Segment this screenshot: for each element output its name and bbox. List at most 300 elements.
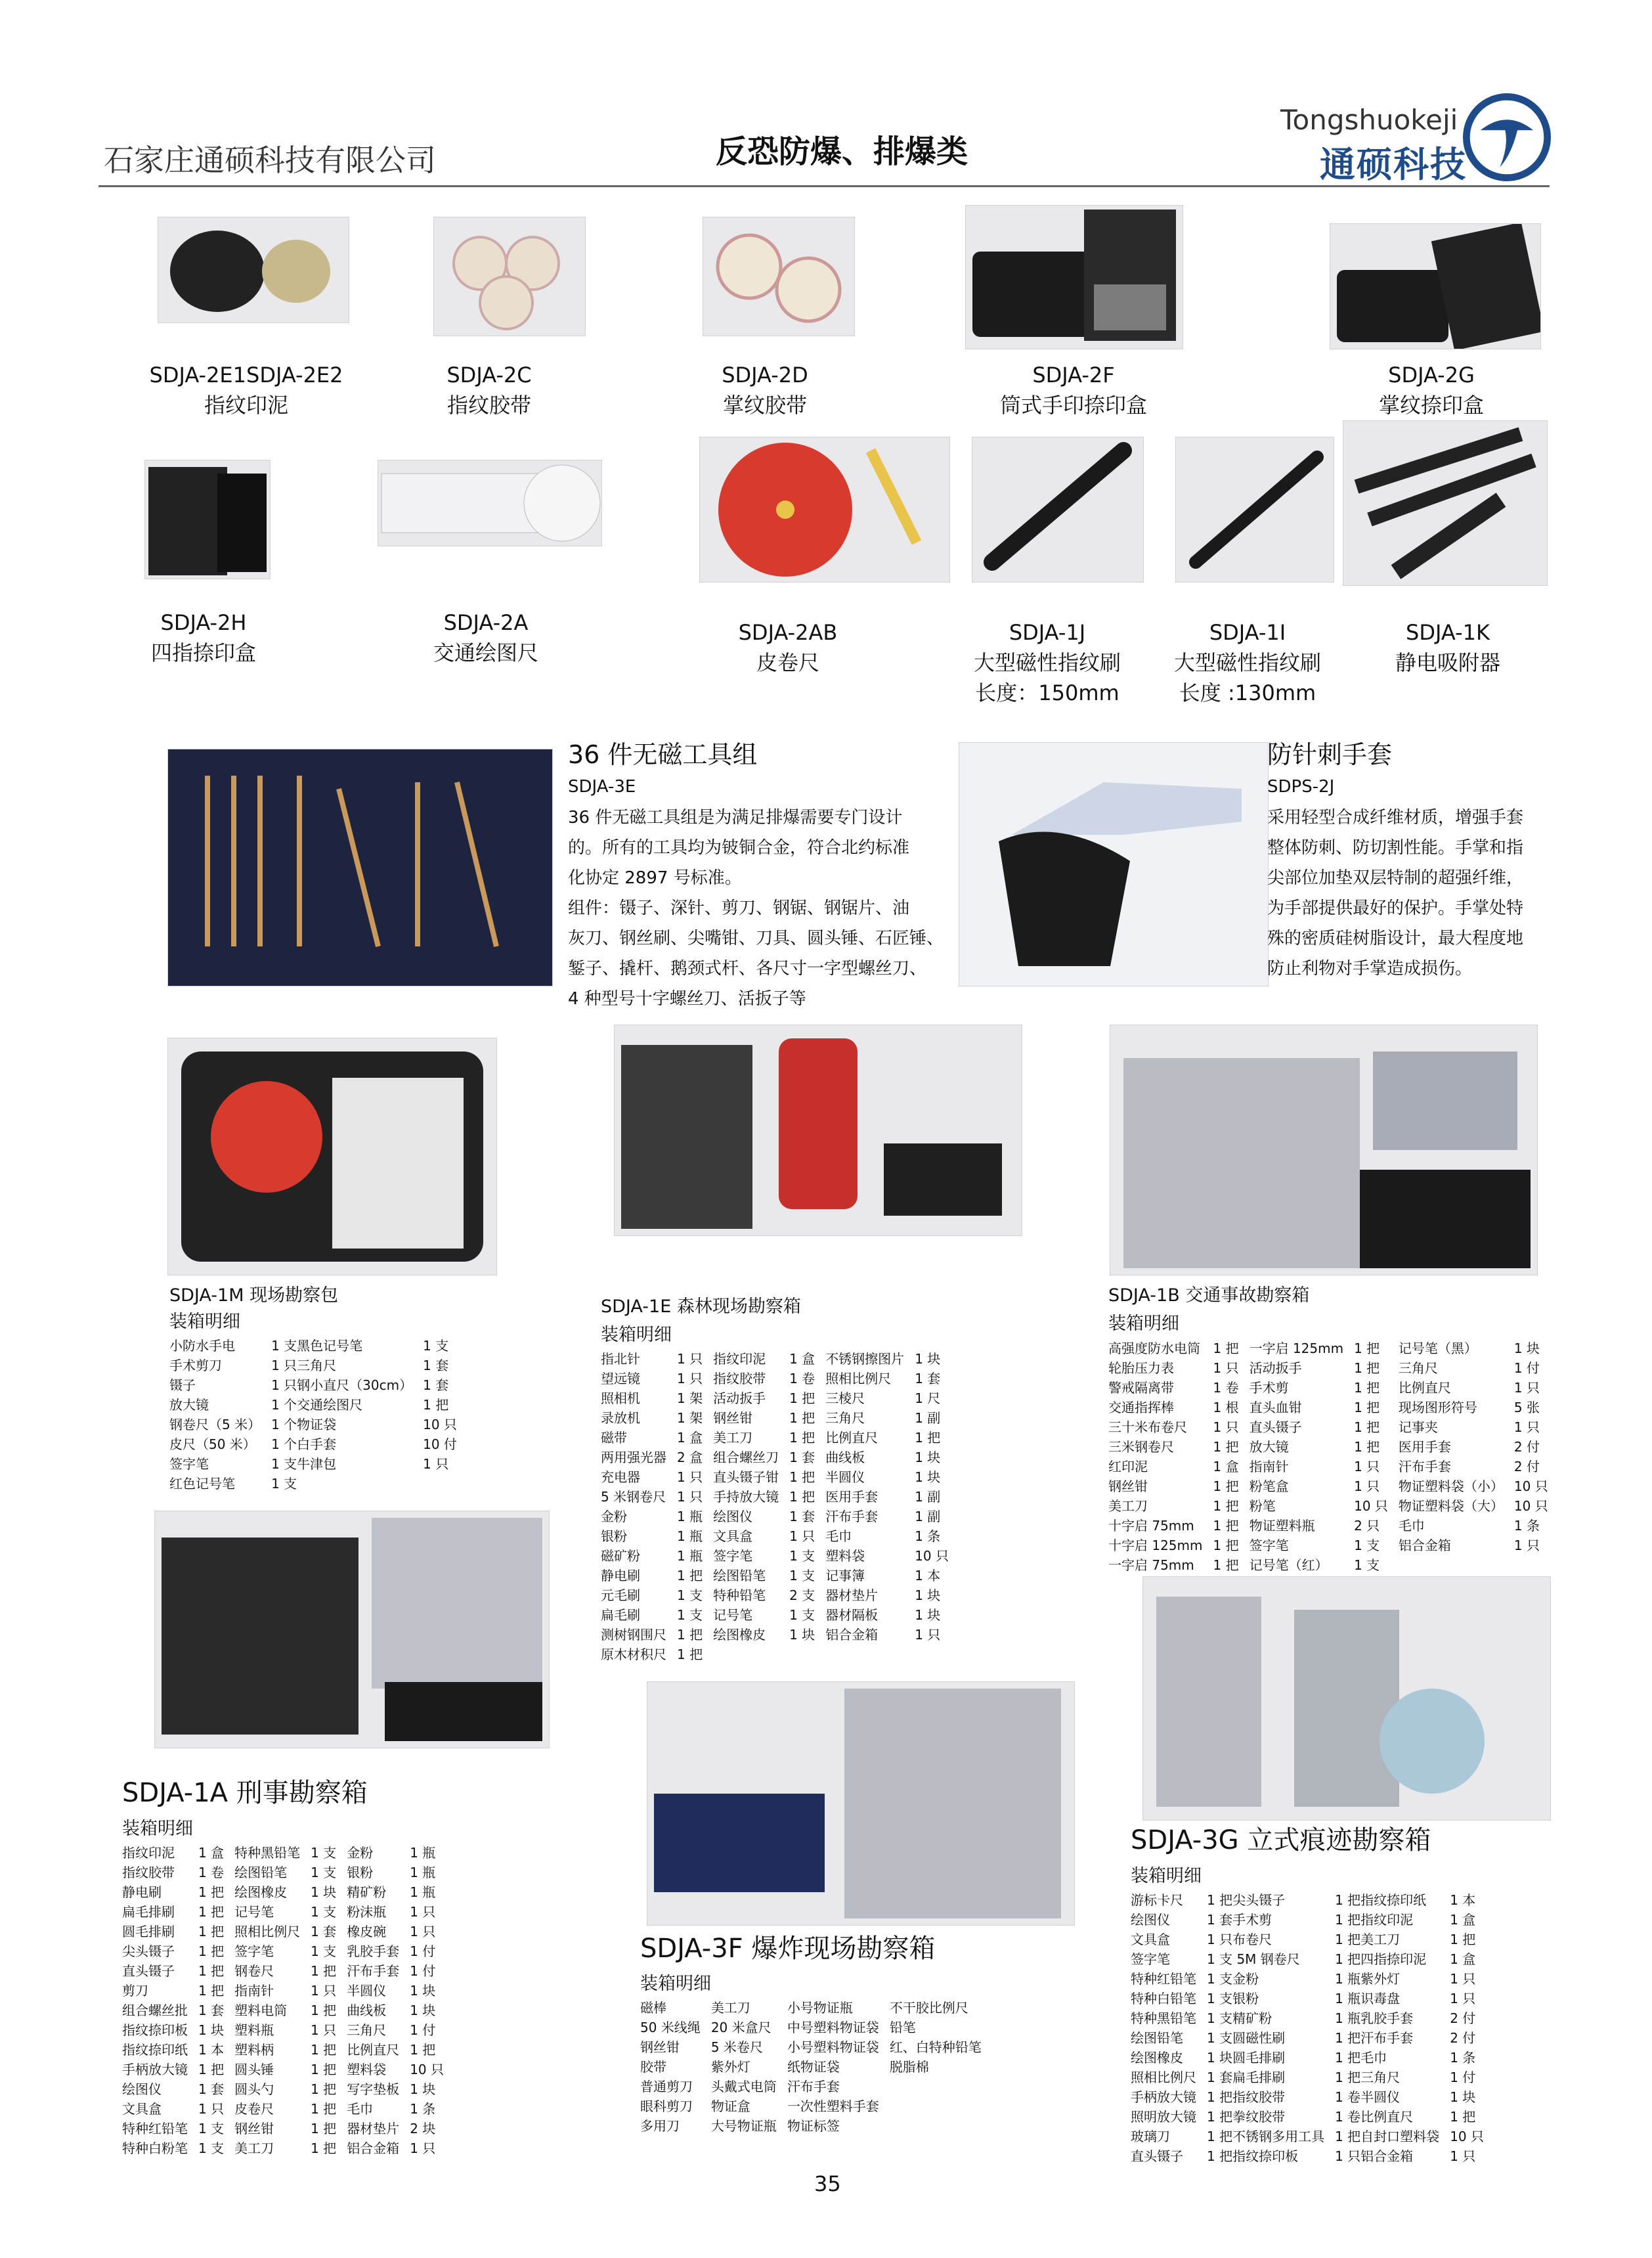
tool-set-title: 36 件无磁工具组 (568, 740, 758, 769)
table-cell: 1 把 (789, 1409, 815, 1426)
table-cell: 1 只 (311, 2022, 337, 2038)
table-cell: 1 支 (1354, 1537, 1380, 1553)
table-cell: 1 套 (915, 1370, 941, 1386)
table-cell: 1 把指纹捺印板 (1207, 2148, 1299, 2164)
table-cell: 玻璃刀 (1131, 2128, 1170, 2144)
table-cell: 2 付 (1513, 1438, 1540, 1455)
table-cell: 1 把 (198, 2061, 225, 2077)
table-cell: 指纹印泥 (713, 1350, 766, 1367)
table-cell: 1 瓶 (677, 1508, 703, 1524)
table-row (601, 1486, 959, 1505)
table-cell: 原木材积尺 (601, 1646, 666, 1662)
table-cell: 绘图铅笔 (713, 1567, 766, 1583)
table-row (169, 1472, 467, 1492)
table-cell: 1 只 (1213, 1419, 1239, 1435)
table-cell: 钢丝钳 (1108, 1478, 1148, 1494)
table-cell: 1 把 (410, 2041, 436, 2058)
table-row (1131, 2027, 1494, 2047)
table-cell: 写字垫板 (347, 2081, 400, 2097)
table-row (122, 2078, 454, 2098)
table-row (1131, 2086, 1494, 2106)
table-cell: 1 支 (311, 1903, 337, 1920)
table-cell (1399, 1554, 1514, 1574)
table-cell: 器材垫片 (825, 1587, 879, 1603)
kit-1b-title: SDJA-1B 交通事故勘察箱 (1108, 1285, 1310, 1306)
table-cell: 绘图仪 (1131, 1911, 1170, 1928)
table-cell: 1 根 (1213, 1399, 1239, 1415)
table-cell: 物证标签 (787, 2117, 840, 2134)
table-row (1108, 1475, 1559, 1495)
table-cell: 1 把 (311, 2120, 337, 2136)
table-cell: 1 卷 (1213, 1379, 1239, 1396)
product-length: 长度：150mm (975, 680, 1119, 705)
table-cell: 半圆仪 (825, 1469, 865, 1485)
table-cell: 1 只 (1450, 2148, 1476, 2164)
table-cell: 照相比例尺 (825, 1370, 892, 1386)
table-row (1131, 2007, 1494, 2027)
kit-1e-subtitle: 装箱明细 (601, 1325, 672, 1345)
table-cell: 1 只钢小直尺（30cm） (271, 1377, 413, 1393)
table-cell: 1 块 (1513, 1340, 1540, 1356)
table-cell: 照相机 (601, 1390, 640, 1406)
table-cell: 1 支 (677, 1587, 703, 1603)
table-cell: 物证塑料瓶 (1249, 1517, 1315, 1534)
table-row (122, 1901, 454, 1920)
product-name: 掌纹捺印盒 (1378, 393, 1484, 418)
table-cell: 1 套扁毛排刷 (1207, 2069, 1286, 2085)
table-cell: 扁毛刷 (601, 1606, 640, 1623)
table-cell: 特种白铅笔 (1131, 1990, 1196, 2006)
table-cell: 1 块 (915, 1469, 941, 1485)
table-row (122, 1842, 454, 1861)
brand-english: Tongshuokeji (1280, 104, 1458, 136)
header-divider (98, 185, 1550, 187)
table-cell: 1 把 (789, 1429, 815, 1446)
tool-set-model: SDJA-3E (568, 777, 636, 797)
table-cell: 2 块 (410, 2120, 436, 2136)
table-cell: 测树钢围尺 (601, 1626, 666, 1643)
table-cell: 1 个白手套 (271, 1436, 337, 1452)
table-cell: 1 支 (311, 1943, 337, 1959)
table-cell: 1 把 (1213, 1438, 1239, 1455)
table-row (1131, 2066, 1494, 2086)
table-cell: 1 付 (410, 1962, 436, 1979)
table-row (601, 1348, 959, 1367)
table-cell: 曲线板 (347, 2002, 387, 2018)
table-cell: 1 只 (410, 1923, 436, 1939)
kit-1m-inventory (169, 1335, 467, 1492)
table-cell: 1 支黑色记号笔 (271, 1337, 363, 1354)
table-cell: 1 支银粉 (1207, 1990, 1259, 2006)
product-model: SDJA-2E1SDJA-2E2 (149, 363, 343, 387)
table-cell: 10 只 (423, 1416, 457, 1432)
kit-3f-inventory (640, 1997, 992, 2135)
table-cell: 1 把不锈钢多用工具 (1207, 2128, 1325, 2144)
table-cell: 1 块 (198, 2022, 225, 2038)
table-cell: 1 块 (410, 1982, 436, 1999)
table-cell: 1 把美工刀 (1335, 1931, 1401, 1947)
product-model: SDJA-1K (1406, 620, 1490, 645)
table-cell: 10 只 (1513, 1497, 1548, 1514)
table-row (1131, 2145, 1494, 2165)
table-row (1108, 1554, 1559, 1574)
table-cell: 1 块 (1450, 2089, 1476, 2105)
table-row (1108, 1416, 1559, 1436)
table-cell: 小号塑料物证袋 (787, 2039, 879, 2055)
table-cell: 10 只 (915, 1547, 949, 1564)
table-cell: 1 把毛巾 (1335, 2049, 1387, 2066)
table-cell: 1 把指纹胶带 (1207, 2089, 1286, 2105)
table-cell: 一字启 75mm (1108, 1557, 1194, 1573)
product-model: SDJA-2A (443, 610, 529, 635)
table-cell: 记事夹 (1398, 1419, 1438, 1435)
table-cell: 1 只 (1354, 1478, 1380, 1494)
table-row (122, 2098, 454, 2117)
table-cell: 2 盒 (677, 1449, 703, 1465)
table-cell: 1 支 (423, 1337, 449, 1354)
table-cell: 1 支 5M 钢卷尺 (1207, 1951, 1300, 1967)
table-cell: 物证塑料袋（小） (1398, 1478, 1504, 1494)
description-line: 化协定 2897 号标准。 (568, 868, 742, 888)
table-cell: 绘图铅笔 (234, 1864, 288, 1880)
table-cell: 1 只三角尺 (271, 1357, 337, 1373)
table-cell: 1 把 (1354, 1419, 1380, 1435)
table-cell: 1 把指纹印泥 (1335, 1911, 1414, 1928)
table-cell: 普通剪刀 (640, 2078, 693, 2094)
product-model: SDJA-1I (1209, 620, 1286, 645)
product-image-tool-set (167, 749, 553, 986)
table-cell: 直头镊子 (1131, 2148, 1183, 2164)
table-cell: 1 把 (1354, 1438, 1380, 1455)
table-cell: 1 只 (1513, 1379, 1540, 1396)
table-cell: 银粉 (347, 1864, 374, 1880)
table-cell: 中号塑料物证袋 (787, 2019, 879, 2035)
table-cell: 1 本 (1450, 1892, 1476, 1908)
table-row (122, 1920, 454, 1940)
table-cell: 1 套 (789, 1449, 815, 1465)
table-cell: 记事簿 (825, 1567, 865, 1583)
kit-1b-subtitle: 装箱明细 (1108, 1314, 1179, 1334)
table-cell: 指纹胶带 (122, 1864, 175, 1880)
gloves-title: 防针刺手套 (1267, 740, 1393, 769)
table-cell: 毛巾 (825, 1528, 852, 1544)
table-cell: 指南针 (1249, 1458, 1289, 1474)
table-row (122, 1999, 454, 2019)
table-cell: 1 块 (915, 1587, 941, 1603)
table-cell: 美工刀 (710, 1999, 750, 2016)
table-row (122, 2117, 454, 2137)
gloves-description (1267, 803, 1523, 984)
product-image-field-bag (167, 1038, 497, 1275)
table-row (601, 1624, 959, 1643)
table-row (122, 2058, 454, 2078)
table-cell: 2 付 (1450, 2029, 1476, 2046)
table-cell: 直头镊子 (122, 1962, 175, 1979)
table-row (601, 1584, 959, 1604)
table-cell: 1 只 (677, 1350, 703, 1367)
table-cell: 1 只 (410, 2140, 436, 2156)
table-row (601, 1545, 959, 1564)
table-cell: 物证塑料袋（大） (1398, 1497, 1504, 1514)
table-cell: 1 套 (423, 1357, 449, 1373)
product-image-palm-tape (703, 217, 855, 336)
table-cell (1514, 1554, 1559, 1574)
table-row (1131, 1948, 1494, 1968)
product-name: 指纹印泥 (204, 393, 288, 418)
table-cell: 磁带 (601, 1429, 627, 1446)
table-cell: 1 只 (677, 1488, 703, 1505)
table-cell: 指纹印泥 (122, 1844, 175, 1861)
table-cell: 1 条 (410, 2100, 436, 2117)
table-cell: 1 套 (789, 1508, 815, 1524)
table-cell: 1 把 (1354, 1360, 1380, 1376)
table-row (122, 2137, 454, 2157)
table-cell: 1 块 (410, 2002, 436, 2018)
table-cell: 粉沫瓶 (347, 1903, 387, 1920)
table-cell: 剪刀 (122, 1982, 148, 1999)
table-cell: 皮尺（50 米） (169, 1436, 256, 1452)
kit-3g-subtitle: 装箱明细 (1131, 1866, 1202, 1886)
table-cell: 镊子 (169, 1377, 196, 1393)
table-cell: 1 把 (1213, 1478, 1239, 1494)
table-cell: 指纹胶带 (713, 1370, 766, 1386)
table-cell: 1 盒 (677, 1429, 703, 1446)
table-cell: 两用强光器 (601, 1449, 666, 1465)
product-caption (355, 608, 617, 668)
table-cell: 特种红铅笔 (1131, 1970, 1196, 1987)
table-cell: 塑料袋 (825, 1547, 865, 1564)
table-cell: 1 把 (789, 1390, 815, 1406)
table-cell: 眼科剪刀 (640, 2098, 693, 2114)
table-cell: 纸物证袋 (787, 2058, 840, 2075)
table-cell: 现场图形符号 (1398, 1399, 1477, 1415)
table-cell: 高强度防水电筒 (1108, 1340, 1200, 1356)
table-cell: 1 把 (677, 1646, 703, 1662)
description-line: 殊的密质硅树脂设计，最大程度地 (1267, 929, 1524, 948)
page-category-title: 反恐防爆、排爆类 (716, 133, 968, 170)
table-cell: 手术剪刀 (169, 1357, 222, 1373)
product-model: SDJA-2C (446, 363, 532, 387)
table-cell: 1 只 (915, 1626, 941, 1643)
table-cell: 1 把 (1450, 1931, 1476, 1947)
product-name: 大型磁性指纹刷 (973, 650, 1121, 675)
description-line: 整体防刺、防切割性能。手掌和指 (1267, 838, 1524, 858)
table-cell: 记号笔（黑） (1398, 1340, 1477, 1356)
kit-3g-title: SDJA-3G 立式痕迹勘察箱 (1131, 1825, 1431, 1855)
table-cell: 1 支 (198, 2120, 225, 2136)
table-cell: 1 副 (915, 1488, 941, 1505)
table-cell (789, 1643, 825, 1663)
table-cell: 铝合金箱 (1398, 1537, 1451, 1553)
table-cell: 特种黑铅笔 (234, 1844, 301, 1861)
product-caption (942, 360, 1205, 420)
table-cell: 签字笔 (713, 1547, 753, 1564)
table-row (601, 1604, 959, 1624)
description-line: 尖部位加垫双层特制的超强纤维， (1267, 868, 1524, 888)
table-cell: 1 卷比例直尺 (1335, 2108, 1414, 2125)
table-row (1131, 1909, 1494, 1928)
kit-1a-title: SDJA-1A 刑事勘察箱 (122, 1778, 368, 1808)
product-image-explosion-kit (647, 1681, 1075, 1926)
table-cell: 1 只 (198, 2100, 225, 2117)
description-line: 的。所有的工具均为铍铜合金，符合北约标准 (568, 838, 910, 858)
table-cell: 皮卷尺 (234, 2100, 274, 2117)
table-cell: 1 把拳纹胶带 (1207, 2108, 1286, 2125)
description-line: 组件：镊子、深针、剪刀、钢锯、钢锯片、油 (568, 898, 910, 918)
table-cell: 1 瓶识毒盘 (1335, 1990, 1401, 2006)
table-cell: 器材垫片 (347, 2120, 400, 2136)
table-row (640, 2095, 992, 2115)
kit-1m-title: SDJA-1M 现场勘察包 (169, 1285, 339, 1306)
table-cell (423, 1472, 467, 1492)
table-cell: 1 块 (915, 1606, 941, 1623)
table-cell: 1 把汗布手套 (1335, 2029, 1414, 2046)
table-cell: 1 套 (198, 2002, 225, 2018)
table-cell: 1 只 (423, 1455, 449, 1472)
product-image-traffic-ruler (378, 460, 602, 546)
product-name: 掌纹胶带 (722, 393, 807, 418)
table-cell: 1 把 (198, 1923, 225, 1939)
table-cell: 钢卷尺 (234, 1962, 274, 1979)
table-cell: 1 支金粉 (1207, 1970, 1259, 1987)
table-row (601, 1466, 959, 1486)
table-cell: 红印泥 (1108, 1458, 1148, 1474)
table-cell (713, 1643, 789, 1663)
table-cell: 毛巾 (1398, 1517, 1425, 1534)
table-cell: 指南针 (234, 1982, 274, 1999)
table-cell: 10 只 (410, 2061, 444, 2077)
product-caption (1316, 617, 1579, 678)
table-cell: 1 支 (677, 1606, 703, 1623)
table-cell: 记号笔（红） (1249, 1557, 1328, 1573)
table-row (640, 2016, 992, 2036)
table-cell: 1 把 (311, 2081, 337, 2097)
product-model: SDJA-2H (160, 610, 247, 635)
table-cell: 1 本 (198, 2041, 225, 2058)
table-cell: 1 只 (1354, 1458, 1380, 1474)
brand-chinese: 通硕科技 (1320, 144, 1467, 185)
product-caption (1300, 360, 1563, 420)
table-cell: 1 瓶 (410, 1884, 436, 1900)
table-row (169, 1354, 467, 1374)
table-cell: 望远镜 (601, 1370, 640, 1386)
table-cell: 1 只 (677, 1370, 703, 1386)
table-row (169, 1413, 467, 1433)
table-row (640, 2036, 992, 2056)
table-cell: 曲线板 (825, 1449, 865, 1465)
table-cell: 50 米线绳 (640, 2019, 701, 2035)
table-cell: 1 条 (915, 1528, 941, 1544)
table-row (1108, 1515, 1559, 1534)
table-cell: 1 只 (789, 1528, 815, 1544)
table-cell: 绘图仪 (122, 2081, 162, 2097)
table-row (601, 1387, 959, 1407)
table-row (169, 1374, 467, 1394)
table-cell: 1 只 (1450, 1990, 1476, 2006)
table-cell: 1 架 (677, 1409, 703, 1426)
table-cell: 1 瓶 (677, 1528, 703, 1544)
table-row (1108, 1534, 1559, 1554)
description-line: 錾子、撬杆、鹅颈式杆、各尺寸一字型螺丝刀、 (568, 959, 927, 979)
table-cell: 特种铅笔 (713, 1587, 766, 1603)
table-cell: 1 块 (915, 1350, 941, 1367)
table-cell: 绘图仪 (713, 1508, 753, 1524)
product-model: SDJA-2D (722, 363, 808, 387)
kit-1m-subtitle: 装箱明细 (169, 1312, 240, 1332)
table-cell: 静电刷 (601, 1567, 640, 1583)
table-cell: 头戴式电筒 (710, 2078, 777, 2094)
table-row (122, 1940, 454, 1960)
description-line: 采用轻型合成纤维材质，增强手套 (1267, 808, 1524, 828)
table-cell: 三角尺 (825, 1409, 865, 1426)
table-cell: 10 付 (423, 1436, 457, 1452)
product-model: SDJA-2G (1388, 363, 1475, 387)
table-row (601, 1427, 959, 1446)
table-cell: 红、白特种铅笔 (889, 2039, 982, 2055)
table-cell: 塑料袋 (347, 2061, 387, 2077)
table-cell: 1 支 (789, 1567, 815, 1583)
brand-logo-icon (1463, 93, 1551, 181)
table-cell: 文具盒 (713, 1528, 753, 1544)
table-cell: 组合螺丝刀 (713, 1449, 779, 1465)
table-cell: 1 付 (410, 1943, 436, 1959)
table-cell: 1 只 (311, 1982, 337, 1999)
table-cell: 橡皮碗 (347, 1923, 387, 1939)
table-cell: 文具盒 (122, 2100, 162, 2117)
table-cell: 医用手套 (825, 1488, 879, 1505)
table-cell: 1 把 (311, 1962, 337, 1979)
product-image-electrostatic-lifter (1343, 420, 1548, 586)
table-row (1108, 1337, 1559, 1357)
table-cell: 录放机 (601, 1409, 640, 1426)
table-cell: 2 支 (789, 1587, 815, 1603)
table-cell: 1 盒 (789, 1350, 815, 1367)
product-name: 大型磁性指纹刷 (1173, 650, 1321, 675)
table-cell: 不锈钢擦图片 (825, 1350, 905, 1367)
table-cell: 1 瓶 (410, 1844, 436, 1861)
table-cell: 照明放大镜 (1131, 2108, 1196, 2125)
table-cell: 1 瓶紫外灯 (1335, 1970, 1401, 1987)
table-cell: 签字笔 (1249, 1537, 1289, 1553)
company-name: 石家庄通硕科技有限公司 (104, 143, 436, 178)
table-cell: 1 个交通绘图尺 (271, 1396, 363, 1413)
table-cell: 1 把 (677, 1567, 703, 1583)
table-cell: 铝合金箱 (825, 1626, 879, 1643)
table-cell: 1 支精矿粉 (1207, 2010, 1272, 2026)
table-row (122, 2039, 454, 2058)
table-row (601, 1643, 959, 1663)
table-cell: 手柄放大镜 (122, 2061, 188, 2077)
product-image-palm-ink-box (1330, 223, 1541, 349)
table-cell: 1 条 (1450, 2049, 1476, 2066)
kit-3g-inventory (1131, 1889, 1494, 2165)
table-cell: 1 把 (1213, 1517, 1239, 1534)
table-cell: 塑料柄 (234, 2041, 274, 2058)
table-cell: 指纹捺印板 (122, 2022, 188, 2038)
product-name: 筒式手印捺印盒 (999, 393, 1147, 418)
description-line: 36 件无磁工具组是为满足排爆需要专门设计 (568, 808, 903, 828)
kit-1e-inventory (601, 1348, 959, 1663)
table-cell: 乳胶手套 (347, 1943, 400, 1959)
table-cell: 1 个物证袋 (271, 1416, 337, 1432)
table-cell: 手柄放大镜 (1131, 2089, 1196, 2105)
table-cell: 粉笔 (1249, 1497, 1276, 1514)
table-cell: 1 把 (1354, 1399, 1380, 1415)
table-cell: 物证盒 (710, 2098, 750, 2114)
table-cell: 汗布手套 (1398, 1458, 1451, 1474)
table-cell: 扁毛排刷 (122, 1903, 175, 1920)
table-cell: 绘图橡皮 (713, 1626, 766, 1643)
